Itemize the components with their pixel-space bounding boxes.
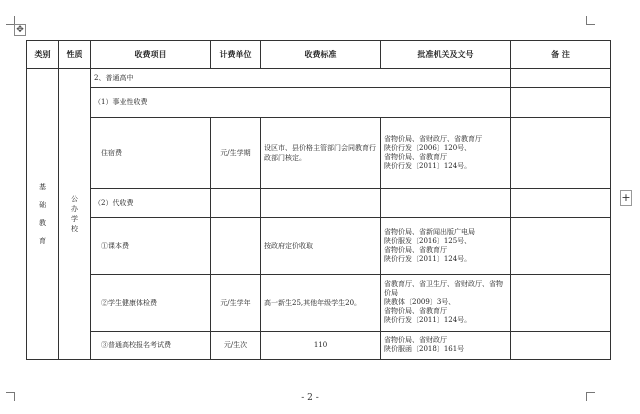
page-number: - 2 - bbox=[301, 393, 319, 403]
fee-item-cell: ①课本费 bbox=[91, 217, 211, 274]
fee-item-cell: （2）代收费 bbox=[91, 189, 211, 217]
note-cell bbox=[511, 118, 611, 189]
unit-cell bbox=[211, 217, 261, 274]
header-unit: 计费单位 bbox=[211, 41, 261, 69]
unit-cell: 元/生学期 bbox=[211, 118, 261, 189]
standard-cell: 110 bbox=[261, 331, 381, 359]
header-note: 备 注 bbox=[511, 41, 611, 69]
fee-item-cell: ③普通高校报名考试费 bbox=[91, 331, 211, 359]
table-move-handle-icon[interactable]: ✥ bbox=[14, 24, 26, 36]
unit-cell: 元/生学年 bbox=[211, 274, 261, 331]
category-cell: 基 础 教 育 bbox=[27, 69, 59, 360]
table-row bbox=[27, 87, 611, 117]
table-row bbox=[27, 189, 611, 217]
standard-cell: 高一新生25,其他年级学生20。 bbox=[261, 274, 381, 331]
add-column-button[interactable]: + bbox=[621, 191, 631, 204]
approval-cell: 省教育厅、省卫生厅、省财政厅、省物价局 陕教体〔2009〕3号、 省物价局、省教育厅 陕价行发〔2011〕124号。 bbox=[381, 274, 511, 331]
section-title-cell: 2、普通高中 bbox=[91, 69, 511, 87]
approval-cell: 省物价局、省新闻出版广电局 陕价服发〔2016〕125号、 省物价局、省教育厅 陕价行发〔2011〕124号。 bbox=[381, 217, 511, 274]
note-cell bbox=[511, 331, 611, 359]
note-cell bbox=[511, 189, 611, 217]
standard-cell bbox=[261, 189, 381, 217]
note-cell bbox=[511, 274, 611, 331]
page-corner-mark-top-right bbox=[586, 16, 595, 25]
header-fee-item: 收费项目 bbox=[91, 41, 211, 69]
note-cell bbox=[511, 217, 611, 274]
header-standard: 收费标准 bbox=[261, 41, 381, 69]
fee-item-cell: ②学生健康体检费 bbox=[91, 274, 211, 331]
note-cell bbox=[511, 69, 611, 87]
header-nature: 性质 bbox=[59, 41, 91, 69]
table-row bbox=[27, 331, 611, 359]
fee-table bbox=[26, 40, 611, 360]
standard-cell: 按政府定价收取 bbox=[261, 217, 381, 274]
table-row bbox=[27, 118, 611, 189]
unit-cell bbox=[211, 189, 261, 217]
approval-cell: 省物价局、省财政厅、省教育厅 陕价行发〔2006〕120号、 省物价局、省教育厅 陕价行发〔2011〕124号。 bbox=[381, 118, 511, 189]
header-category: 类别 bbox=[27, 41, 59, 69]
note-cell bbox=[511, 87, 611, 117]
nature-cell: 公 办 学 校 bbox=[59, 69, 91, 360]
approval-cell bbox=[381, 189, 511, 217]
subsection-title-cell: （1）事业性收费 bbox=[91, 87, 511, 117]
table-row bbox=[27, 274, 611, 331]
header-approval: 批准机关及文号 bbox=[381, 41, 511, 69]
table-row bbox=[27, 217, 611, 274]
standard-cell: 设区市、县价格主管部门会同教育行政部门核定。 bbox=[261, 118, 381, 189]
table-header-row bbox=[27, 41, 611, 69]
approval-cell: 省物价局、省财政厅 陕价服函〔2018〕161号 bbox=[381, 331, 511, 359]
unit-cell: 元/生次 bbox=[211, 331, 261, 359]
table-row bbox=[27, 69, 611, 87]
fee-item-cell: 住宿费 bbox=[91, 118, 211, 189]
